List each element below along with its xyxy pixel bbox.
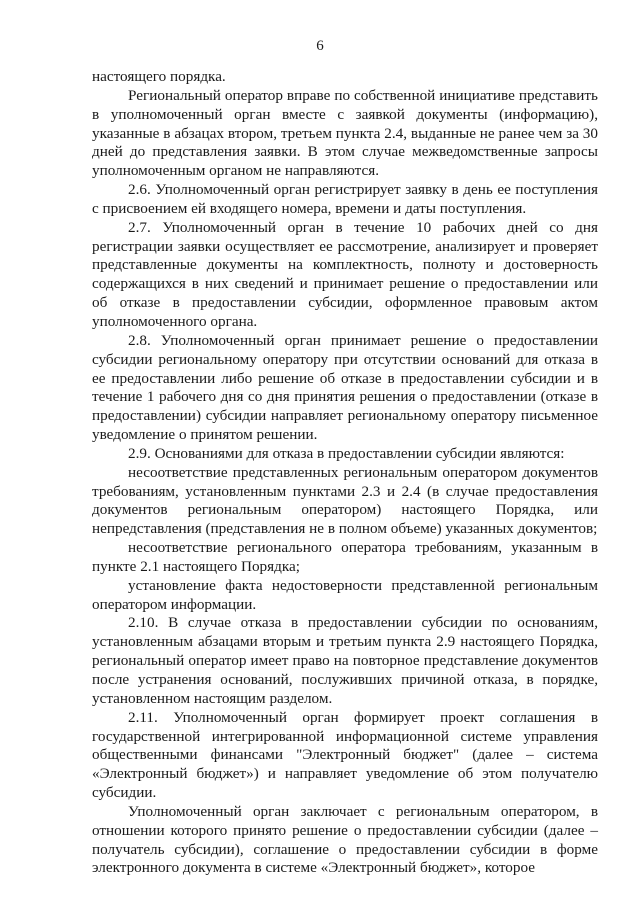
- page-number: 6: [316, 38, 324, 54]
- paragraph-continuation: настоящего порядка.: [92, 68, 226, 85]
- document-body: [92, 68, 598, 878]
- paragraph-2-7: 2.7. Уполномоченный орган в течение 10 рабочих дней со дня регистрации заявки осуществляет ее рассмотрение, анализирует и проверяет представленные документы на комплектность, полноту и достоверность содержащихся в них сведений и принимает решение о предоставлении или об отказе в предоставлении субсидии, оформленное правовым актом уполномоченного органа.: [92, 218, 598, 330]
- paragraph-2-9-ground-3: установление факта недостоверности представленной региональным оператором информации.: [92, 576, 598, 613]
- paragraph-agreement: Уполномоченный орган заключает с региональным оператором, в отношении которого принято решение о предоставлении субсидии (далее – получатель субсидии), соглашение о предоставлении субсидии в форме электронного документа в системе «Электронный бюджет», которое: [92, 802, 598, 877]
- paragraph-2-10: 2.10. В случае отказа в предоставлении субсидии по основаниям, установленным абзацами вторым и третьим пункта 2.9 настоящего Порядка, региональный оператор имеет право на повторное представление документов после устранения оснований, послуживших причиной отказа, в порядке, установленном настоящим разделом.: [92, 614, 598, 707]
- paragraph-2-9-ground-1: несоответствие представленных региональным оператором документов требованиям, установленным пунктами 2.3 и 2.4 (в случае предоставления документов региональным оператором) настоящего Порядка, или непредставления (представления не в полном объеме) указанных документов;: [92, 463, 598, 538]
- paragraph-2-9: 2.9. Основаниями для отказа в предоставлении субсидии являются:: [128, 444, 565, 462]
- paragraph-2-11: 2.11. Уполномоченный орган формирует проект соглашения в государственной интегрированной информационной системе управления общественными финансами "Электронный бюджет" (далее – система «Электронный бюджет») и направляет уведомление об этом получателю субсидии.: [92, 708, 598, 802]
- paragraph-2-6: 2.6. Уполномоченный орган регистрирует заявку в день ее поступления с присвоением ей входящего номера, времени и даты поступления.: [92, 181, 598, 217]
- paragraph-regional-operator-initiative: Региональный оператор вправе по собственной инициативе представить в уполномоченный орган вместе с заявкой документы (информацию), указанные в абзацах втором, третьем пункта 2.4, выданные не ранее чем за 30 дней до представления заявки. В этом случае межведомственные запросы уполномоченным органом не направляются.: [92, 86, 598, 180]
- paragraph-2-9-ground-2: несоответствие регионального оператора требованиям, указанным в пункте 2.1 настоящего Порядка;: [92, 539, 598, 575]
- paragraph-2-8: 2.8. Уполномоченный орган принимает решение о предоставлении субсидии региональному оператору при отсутствии оснований для отказа в ее предоставлении либо решение об отказе в предоставлении субсидии и в течение 1 рабочего дня со дня принятия решения о предоставлении (отказе в предоставлении) субсидии направляет региональному оператору письменное уведомление о принятом решении.: [92, 331, 598, 444]
